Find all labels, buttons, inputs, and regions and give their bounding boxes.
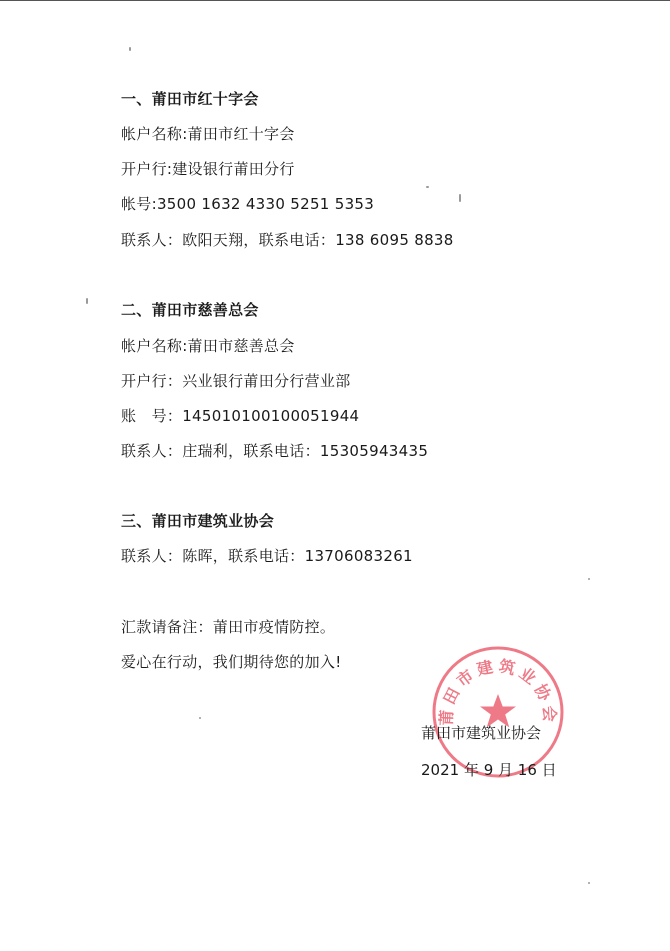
section1-account-number: 帐号:3500 1632 4330 5251 5353 (121, 195, 375, 213)
section1-account-name: 帐户名称:莆田市红十字会 (121, 125, 295, 143)
signature-org: 莆田市建筑业协会 (421, 724, 542, 742)
section1-contact: 联系人：欧阳天翔，联系电话：138 6095 8838 (121, 231, 454, 249)
scan-speck (588, 882, 590, 884)
top-edge-line (0, 0, 670, 1)
scan-speck (129, 47, 131, 51)
scan-speck (199, 717, 201, 719)
section2-bank: 开户行：兴业银行莆田分行营业部 (121, 372, 351, 390)
remittance-note: 汇款请备注：莆田市疫情防控。 (121, 618, 336, 636)
section1-heading: 一、莆田市红十字会 (121, 90, 259, 108)
section2-contact: 联系人：庄瑞利，联系电话：15305943435 (121, 442, 429, 460)
seal-text: 莆田市建筑业协会 (436, 656, 560, 727)
scan-speck (426, 186, 429, 188)
section2-heading: 二、莆田市慈善总会 (121, 301, 259, 319)
scan-speck (86, 298, 88, 304)
scan-speck (588, 578, 590, 580)
section3-heading: 三、莆田市建筑业协会 (121, 512, 275, 530)
section2-account-number: 账 号：145010100100051944 (121, 407, 360, 425)
scan-speck (459, 194, 461, 202)
section3-contact: 联系人：陈晖，联系电话：13706083261 (121, 547, 413, 565)
closing-message: 爱心在行动，我们期待您的加入! (121, 653, 342, 671)
section2-account-name: 帐户名称:莆田市慈善总会 (121, 337, 295, 355)
section1-bank: 开户行:建设银行莆田分行 (121, 160, 295, 178)
signature-date: 2021 年 9 月 16 日 (421, 761, 557, 779)
